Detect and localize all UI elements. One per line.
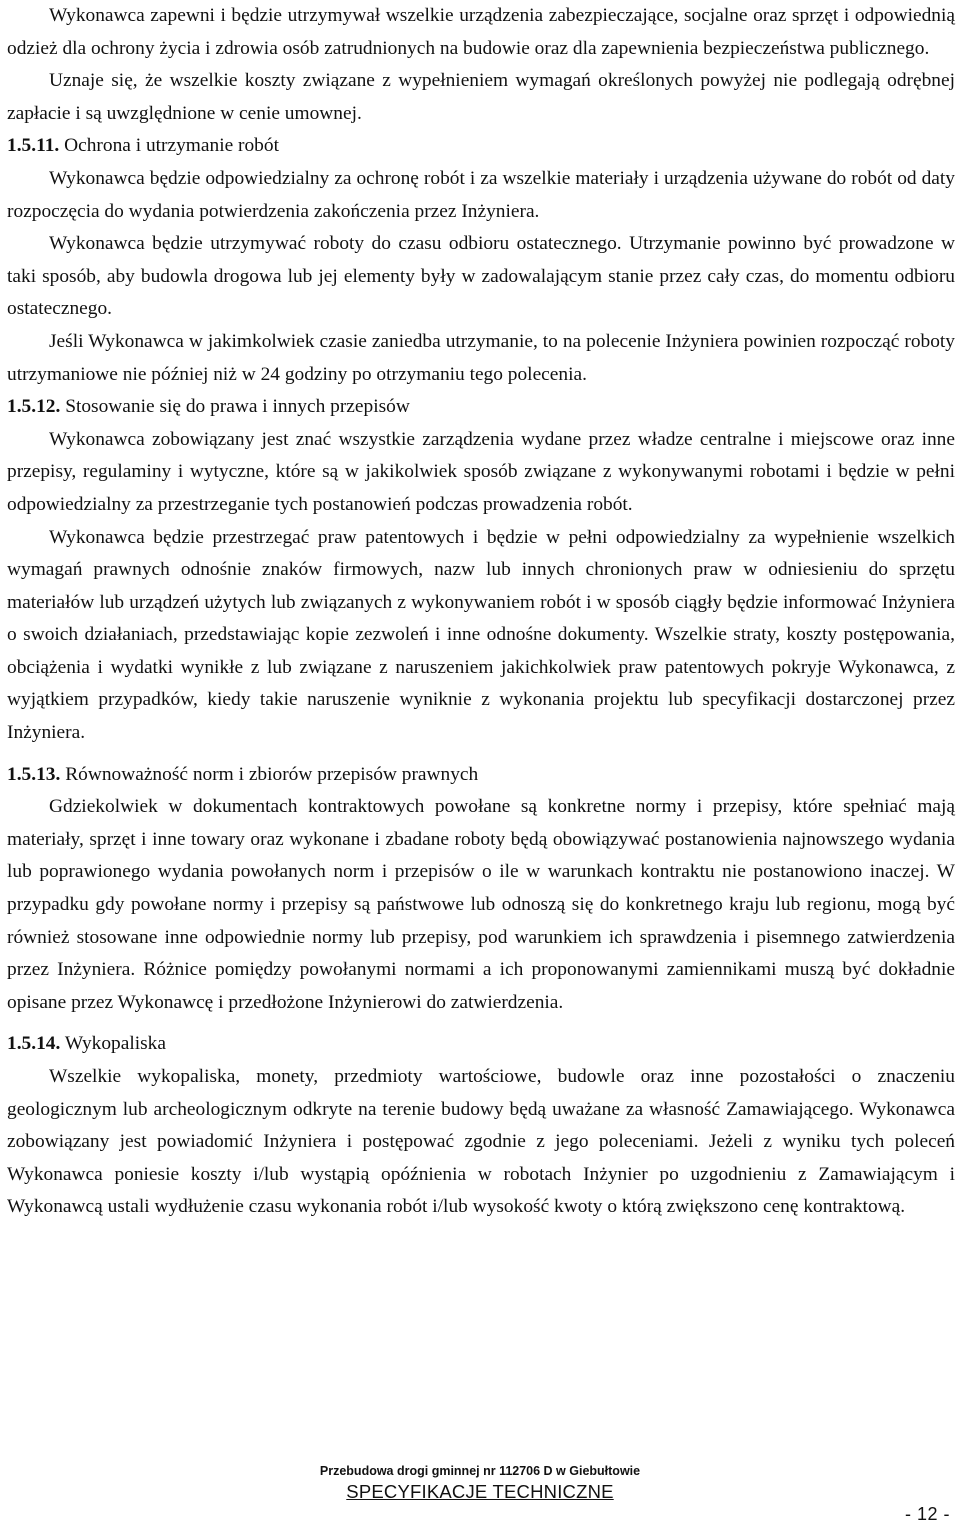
- paragraph: Wykonawca będzie przestrzegać praw patentowych i będzie w pełni odpowiedzialny za wypełnienie wszelkich wymagań prawnych odnośnie znaków firmowych, nazw lub innych chronionych praw w odniesieniu do sprzętu materiałów lub urządzeń użytych lub związanych z wykonywaniem robót i w sposób ciągły będzie informować Inżyniera o swoich działaniach, przedstawiając kopie zezwoleń i inne odnośne dokumenty. Wszelkie straty, koszty postępowania, obciążenia i wydatki wynikłe z lub związane z naruszeniem jakichkolwiek praw patentowych pokryje Wykonawca, z wyjątkiem przypadków, kiedy takie naruszenie wyniknie z wykonania projektu lub specyfikacji dostarczonej przez Inżyniera.: [7, 526, 955, 744]
- section-title: Ochrona i utrzymanie robót: [64, 135, 279, 157]
- section-title: Stosowanie się do prawa i innych przepisów: [65, 396, 410, 418]
- page-number: - 12 -: [904, 1504, 950, 1524]
- section-heading-1-5-14: [7, 1028, 955, 1061]
- paragraph: Wykonawca będzie utrzymywać roboty do czasu odbioru ostatecznego. Utrzymanie powinno być prowadzone w taki sposób, aby budowla drogowa lub jej elementy były w zadowalającym stanie przez cały czas, do momentu odbioru ostatecznego.: [7, 233, 955, 320]
- paragraph: Wykonawca zapewni i będzie utrzymywał wszelkie urządzenia zabezpieczające, socjalne oraz sprzęt i odpowiednią odzież dla ochrony życia i zdrowia osób zatrudnionych na budowie oraz dla zapewnienia bezpieczeństwa publicznego.: [7, 5, 955, 59]
- section-heading-1-5-12: [7, 391, 955, 424]
- paragraph: Wykonawca zobowiązany jest znać wszystkie zarządzenia wydane przez władze centralne i miejscowe oraz inne przepisy, regulaminy i wytyczne, które są w jakikolwiek sposób związane z wykonywanymi robotami i będzie w pełni odpowiedzialny za przestrzeganie tych postanowień podczas prowadzenia robót.: [7, 428, 955, 515]
- footer-document-title: Przebudowa drogi gminnej nr 112706 D w Giebułtowie: [319, 1464, 641, 1478]
- footer-spec-label: SPECYFIKACJE TECHNICZNE: [346, 1481, 614, 1502]
- section-number: 1.5.14.: [7, 1033, 61, 1055]
- paragraph: Wykonawca będzie odpowiedzialny za ochronę robót i za wszelkie materiały i urządzenia używane do robót od daty rozpoczęcia do wydania potwierdzenia zakończenia przez Inżyniera.: [7, 167, 955, 222]
- paragraph: Jeśli Wykonawca w jakimkolwiek czasie zaniedba utrzymanie, to na polecenie Inżyniera powinien rozpocząć roboty utrzymaniowe nie później niż w 24 godziny po otrzymaniu tego polecenia.: [7, 330, 955, 385]
- section-title: Wykopaliska: [64, 1033, 166, 1055]
- section-number: 1.5.12.: [7, 396, 61, 418]
- section-title: Równoważność norm i zbiorów przepisów prawnych: [65, 763, 479, 785]
- document-body: [7, 0, 955, 1224]
- section-heading-1-5-11: [7, 130, 955, 163]
- section-heading-1-5-13: [7, 759, 955, 792]
- paragraph: Uznaje się, że wszelkie koszty związane z wypełnieniem wymagań określonych powyżej nie podlegają odrębnej zapłacie i są uwzględnione w cenie umownej.: [7, 70, 955, 124]
- section-number: 1.5.11.: [7, 135, 60, 157]
- paragraph: Gdziekolwiek w dokumentach kontraktowych powołane są konkretne normy i przepisy, które spełniać mają materiały, sprzęt i inne towary oraz wykonane i zbadane roboty będą obowiązywać postanowienia najnowszego wydania lub poprawionego wydania powołanych norm i przepisów o ile w warunkach kontraktu nie postanowiono inaczej. W przypadku gdy powołane normy i przepisy są państwowe lub odnoszą się do konkretnego kraju lub regionu, mogą być również stosowane inne odpowiednie normy lub przepisy, pod warunkiem ich sprawdzenia i pisemnego zatwierdzenia przez Inżyniera. Różnice pomiędzy powołanymi normami a ich proponowanymi zamiennikami muszą być dokładnie opisane przez Wykonawcę i przedłożone Inżynierowi do zatwierdzenia.: [7, 796, 955, 1013]
- paragraph: Wszelkie wykopaliska, monety, przedmioty wartościowe, budowle oraz inne pozostałości o znaczeniu geologicznym lub archeologicznym odkryte na terenie budowy będą uważane za własność Zamawiającego. Wykonawca zobowiązany jest powiadomić Inżyniera i postępować zgodnie z jego poleceniami. Jeżeli z wyniku tych poleceń Wykonawca poniesie koszty i/lub wystąpią opóźnienia w robotach Inżynier po uzgodnieniu z Zamawiającym i Wykonawcą ustali wydłużenie czasu wykonania robót i/lub wysokość kwoty o którą zwiększono cenę kontraktową.: [7, 1066, 955, 1218]
- section-number: 1.5.13.: [7, 763, 61, 785]
